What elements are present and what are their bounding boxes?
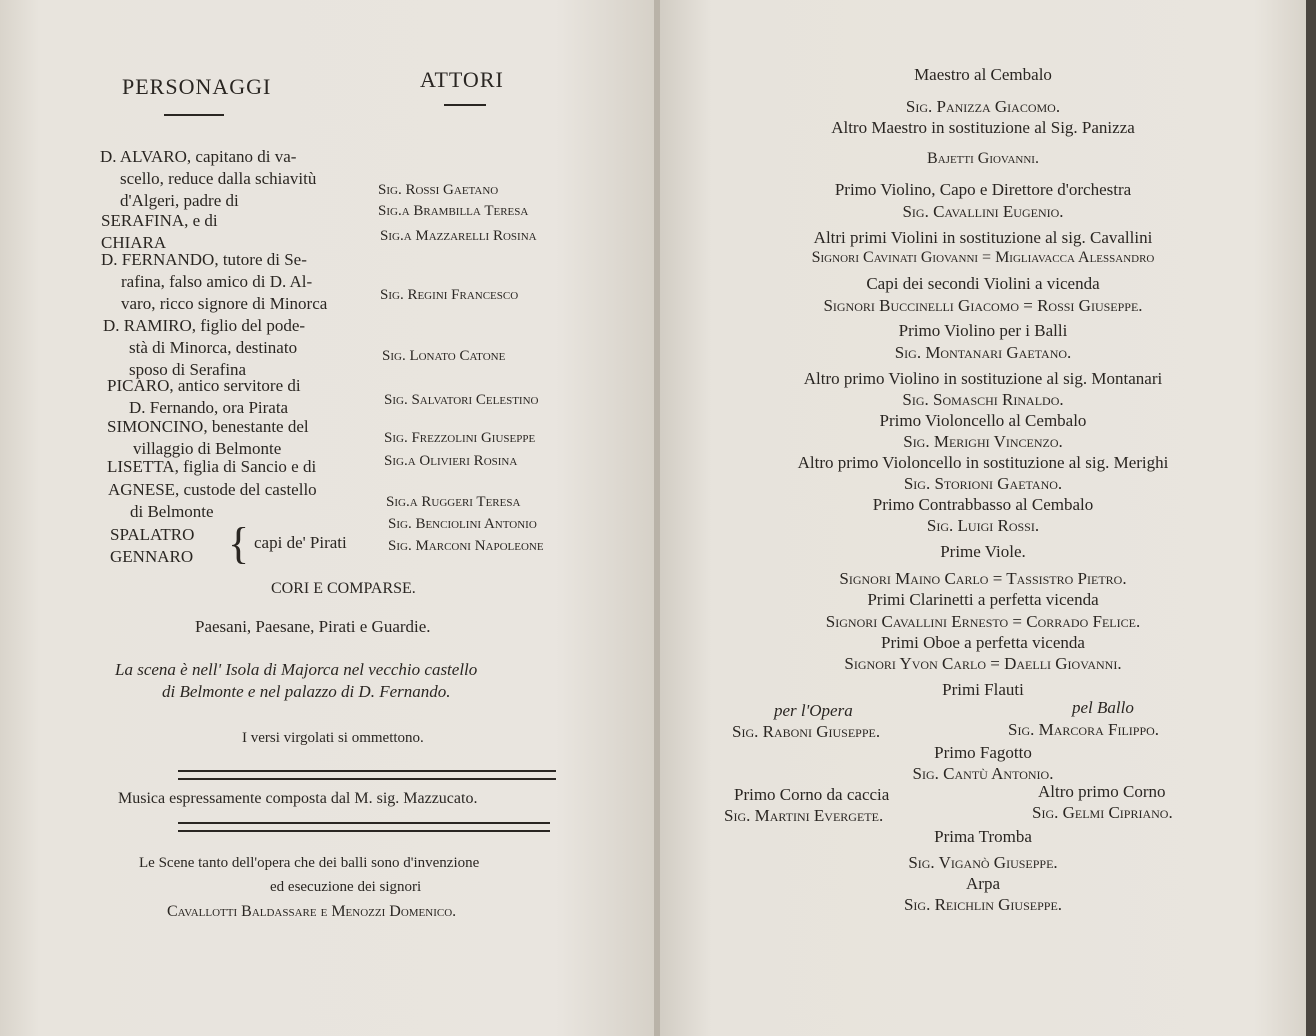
orchestra-line: Altro Maestro in sostituzione al Sig. Panizza [831, 118, 1135, 137]
orchestra-line: Sig. Somaschi Rinaldo. [902, 390, 1064, 409]
actor-picaro: Sig. Salvatori Celestino [384, 392, 539, 408]
flauti-ballo-label: pel Ballo [1072, 698, 1134, 717]
pirates-label: capi de' Pirati [254, 533, 347, 552]
double-rule-bottom [178, 822, 550, 832]
actor-alvaro: Sig. Rossi Gaetano [378, 182, 499, 198]
scene-credit-2: ed esecuzione dei signori [270, 879, 422, 895]
role-line: villaggio di Belmonte [133, 439, 282, 458]
role-line: varo, ricco signore di Minorca [121, 294, 328, 313]
orchestra-line: Altro primo Violino in sostituzione al sig. Montanari [803, 369, 1163, 388]
musica-line: Musica espressamente composta dal M. sig. Mazzucato. [118, 790, 478, 807]
role-line: di Belmonte [130, 502, 214, 521]
role-line: D. ALVARO, capitano di va- [100, 147, 297, 166]
role-line: GENNARO [110, 547, 194, 566]
orchestra-line: Primi Oboe a perfetta vicenda [881, 633, 1085, 652]
role-line: D. Fernando, ora Pirata [129, 398, 289, 417]
roles-heading-rule [164, 114, 224, 116]
scene-credit-1: Le Scene tanto dell'opera che dei balli sono d'invenzione [139, 855, 480, 871]
orchestra-line: Primo Contrabbasso al Cembalo [872, 495, 1094, 514]
role-line: AGNESE, custode del castello [108, 480, 317, 499]
double-rule-top [178, 770, 556, 780]
role-line: rafina, falso amico di D. Al- [121, 272, 313, 291]
versi-note: I versi virgolati si ommettono. [242, 730, 424, 746]
orchestra-line: Altro primo Violoncello in sostituzione al sig. Merighi [797, 453, 1169, 472]
corno-left-title: Primo Corno da caccia [734, 785, 890, 804]
flauti-opera: Sig. Raboni Giuseppe. [732, 722, 881, 741]
role-line: stà di Minorca, destinato [129, 338, 298, 357]
orchestra-line: Signori Cavinati Giovanni = Migliavacca Alessandro [811, 249, 1155, 266]
orchestra-line: Signori Cavallini Ernesto = Corrado Felice. [825, 612, 1141, 631]
orchestra-line: Signori Buccinelli Giacomo = Rossi Giuseppe. [823, 296, 1143, 315]
orchestra-line: Signori Yvon Carlo = Daelli Giovanni. [844, 654, 1122, 673]
arpa-title: Arpa [966, 874, 1000, 893]
role-line: scello, reduce dalla schiavitù [120, 169, 317, 188]
orchestra-line: Primi Flauti [942, 680, 1024, 699]
actor-chiara: Sig.a Mazzarelli Rosina [380, 228, 537, 244]
orchestra-line: Primo Violino, Capo e Direttore d'orchestra [834, 180, 1132, 199]
orchestra-line: Sig. Panizza Giacomo. [905, 97, 1061, 116]
actor-gennaro: Sig. Marconi Napoleone [388, 538, 544, 554]
orchestra-line: Signori Maino Carlo = Tassistro Pietro. [839, 569, 1127, 588]
orchestra-line: Maestro al Cembalo [914, 65, 1052, 84]
role-line: sposo di Serafina [129, 360, 247, 379]
orchestra-line: Altri primi Violini in sostituzione al sig. Cavallini [813, 228, 1153, 247]
role-chiara: CHIARA [101, 233, 167, 252]
actor-spalatro: Sig. Benciolini Antonio [388, 516, 537, 532]
role-line: SIMONCINO, benestante del [107, 417, 309, 436]
role-agnese [108, 479, 317, 523]
actor-fernando: Sig. Regini Francesco [380, 287, 519, 303]
orchestra-line: Bajetti Giovanni. [927, 150, 1039, 167]
orchestra-line: Prime Viole. [940, 542, 1026, 561]
orchestra-line: Sig. Merighi Vincenzo. [903, 432, 1063, 451]
role-serafina: SERAFINA, e di [101, 211, 218, 230]
fagotto-title: Primo Fagotto [934, 743, 1032, 762]
role-line: D. FERNANDO, tutore di Se- [101, 250, 307, 269]
arpa-name: Sig. Reichlin Giuseppe. [903, 895, 1063, 914]
flauti-opera-label: per l'Opera [774, 701, 853, 720]
orchestra-line: Primo Violoncello al Cembalo [879, 411, 1087, 430]
role-line: D. RAMIRO, figlio del pode- [103, 316, 306, 335]
corno-right-name: Sig. Gelmi Cipriano. [1032, 803, 1173, 822]
tromba-name: Sig. Viganò Giuseppe. [908, 853, 1058, 872]
cori-heading: CORI E COMPARSE. [271, 580, 416, 597]
orchestra-line: Sig. Montanari Gaetano. [894, 343, 1072, 362]
corno-right-title: Altro primo Corno [1038, 782, 1166, 801]
actors-heading: ATTORI [420, 67, 504, 92]
actor-agnese: Sig.a Ruggeri Teresa [386, 494, 521, 510]
fagotto-name: Sig. Cantù Antonio. [912, 764, 1054, 783]
orchestra-line: Capi dei secondi Violini a vicenda [866, 274, 1100, 293]
actor-ramiro: Sig. Lonato Catone [382, 348, 506, 364]
scena-line-2: di Belmonte e nel palazzo di D. Fernando. [162, 682, 451, 701]
role-line: SPALATRO [110, 525, 195, 544]
left-page [0, 0, 654, 1036]
corno-left-name: Sig. Martini Evergete. [724, 806, 884, 825]
scena-line-1: La scena è nell' Isola di Majorca nel vecchio castello [115, 660, 478, 679]
flauti-ballo: Sig. Marcora Filippo. [1008, 720, 1160, 739]
orchestra-line: Sig. Cavallini Eugenio. [902, 202, 1064, 221]
role-simoncino [107, 416, 309, 460]
actor-serafina: Sig.a Brambilla Teresa [378, 203, 529, 219]
tromba-title: Prima Tromba [934, 827, 1032, 846]
orchestra-line: Primo Violino per i Balli [898, 321, 1068, 340]
right-page [660, 0, 1306, 1036]
actor-lisetta: Sig.a Olivieri Rosina [384, 453, 518, 469]
scene-credit-3: Cavallotti Baldassare e Menozzi Domenico. [167, 903, 457, 920]
role-line: PICARO, antico servitore di [107, 376, 301, 395]
actor-simoncino: Sig. Frezzolini Giuseppe [384, 430, 536, 446]
role-alvaro [100, 146, 316, 212]
brace-glyph: { [228, 519, 250, 568]
orchestra-line: Sig. Luigi Rossi. [926, 516, 1040, 535]
role-line: d'Algeri, padre di [120, 191, 239, 210]
role-pirates [110, 524, 194, 568]
role-lisetta: LISETTA, figlia di Sancio e di [107, 457, 317, 476]
role-ramiro [103, 315, 305, 381]
role-fernando [101, 249, 327, 315]
orchestra-line: Sig. Storioni Gaetano. [903, 474, 1063, 493]
book-edge [1306, 0, 1316, 1036]
orchestra-line: Primi Clarinetti a perfetta vicenda [867, 590, 1099, 609]
paesani-line: Paesani, Paesane, Pirati e Guardie. [195, 617, 431, 636]
role-picaro [107, 375, 301, 419]
actors-heading-rule [444, 104, 486, 106]
roles-heading: PERSONAGGI [122, 74, 272, 99]
